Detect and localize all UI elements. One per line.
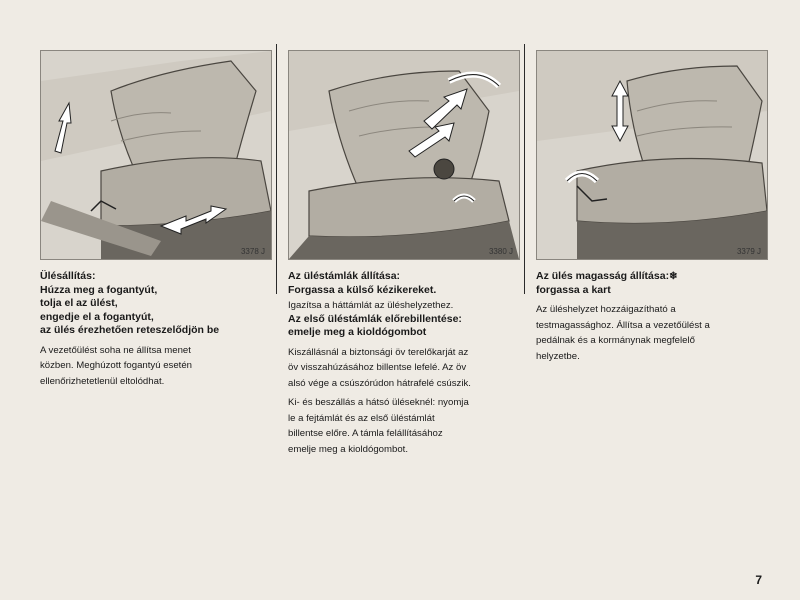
seat-height-drawing (537, 51, 767, 259)
seat-height-heading: Az ülés magasság állítása: (536, 270, 670, 282)
body-line: testmagassághoz. Állítsa a vezetőülést a (536, 319, 710, 331)
instruction-line: Forgassa a külső kézikereket. (288, 283, 437, 296)
body-line: Kiszállásnál a biztonsági öv terelőkarját az (288, 346, 469, 358)
seat-height-column (536, 50, 768, 363)
seat-adjust-column (40, 50, 272, 388)
instruction-line: forgassa a kart (536, 283, 611, 296)
figure-number: 3379 J (736, 247, 761, 256)
body-line: Igazítsa a háttámlát az üléshelyzethez. (288, 300, 454, 311)
seat-height-text (536, 270, 768, 363)
section-title: Ülésállítás: (40, 270, 96, 282)
body-line: billentse előre. A támla felállításához (288, 428, 443, 439)
instruction-line: Húzza meg a fogantyút, (40, 283, 158, 296)
body-line: alsó vége a csúszórúdon hátrafelé csúszik. (288, 377, 471, 389)
seat-slide-drawing (41, 51, 271, 259)
backrest-drawing (289, 51, 519, 259)
warning-line: A vezetőülést soha ne állítsa menet (40, 344, 191, 356)
section-title (536, 270, 768, 284)
body-line: helyzetbe. (536, 350, 580, 362)
instruction-line: az ülés érezhetően reteszelődjön be (40, 324, 220, 336)
figure-number: 3380 J (488, 247, 513, 256)
figure-number: 3378 J (240, 247, 265, 256)
page-number: 7 (755, 573, 762, 587)
seat-adjust-text (40, 270, 272, 388)
instruction-line: tolja el az ülést, (40, 297, 118, 309)
section-title: Az első üléstámlák előrebillentése: (288, 312, 462, 325)
backrest-column (288, 50, 520, 456)
warning-line: közben. Meghúzott fogantyú esetén (40, 360, 193, 371)
backrest-illustration (288, 50, 520, 260)
body-line: emelje meg a kioldógombot. (288, 443, 408, 455)
warning-line: ellenőrizhetetlenül eltolódhat. (40, 375, 165, 387)
body-line: pedálnak és a kormánynak megfelelő (536, 335, 695, 346)
body-line: Ki- és beszállás a hátsó üléseknél: nyomja (288, 397, 469, 408)
body-line: Az üléshelyzet hozzáigazítható a (536, 304, 676, 315)
seat-height-illustration (536, 50, 768, 260)
snowflake-icon: ❄ (669, 271, 678, 282)
instruction-line: emelje meg a kioldógombot (288, 326, 427, 338)
section-title: Az üléstámlák állítása: (288, 270, 401, 282)
body-line: öv visszahúzásához billentse lefelé. Az öv (288, 362, 467, 373)
column-divider (276, 44, 277, 294)
instruction-line: engedje el a fogantyút, (40, 310, 154, 323)
backrest-text (288, 270, 520, 456)
seat-slide-illustration (40, 50, 272, 260)
body-line: le a fejtámlát és az első üléstámlát (288, 412, 435, 424)
column-divider (524, 44, 525, 294)
